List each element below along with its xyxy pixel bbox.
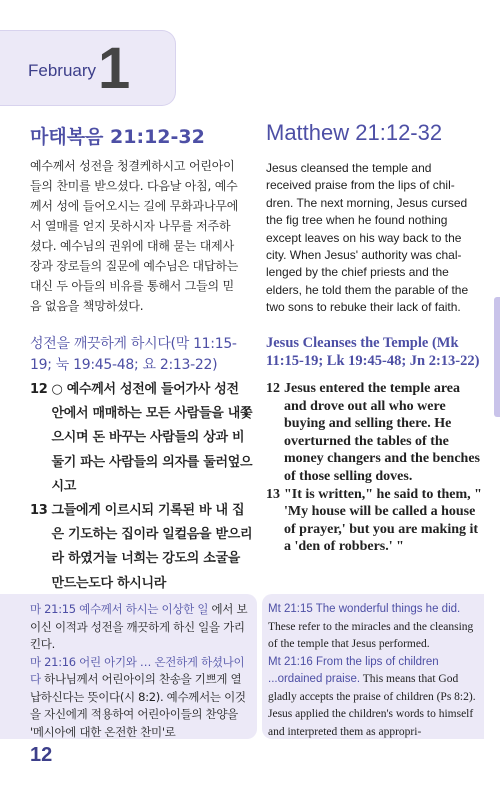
verse-text: 그들에게 이르시되 기록된 바 내 집은 기도하는 집이라 일컬음을 받으리라 하였거늘 너희는 강도의 소굴을 만드는도다 하시니라 [51,503,253,591]
note-text: 에서 보이신 이적과 성전을 깨끗하게 하신 일을 가리킨다. [30,602,248,651]
verse-12 [266,380,482,486]
korean-reference: 마태복음 21:12-32 [30,126,205,148]
verse-text: Jesus entered the temple area and drove out all who were buying and selling there. He overturned the tables of the money changers and the benches of those selling doves. [284,381,481,484]
note-text: 하나님께서 어린아이의 찬송을 기쁘게 열납하신다는 뜻이다(시 8:2). 예수께서는 이것을 자신에게 적용하여 어린아이들의 찬양을 '메시아에 대한 온전한 찬미'로 [30,672,246,739]
korean-verses [30,378,255,596]
english-reference: Matthew 21:12-32 [266,120,443,145]
intro-line: the fig tree when he found nothing [266,213,448,228]
intro-line: except leaves on his way back to the [266,230,462,245]
date-tab [0,30,176,106]
day-number: 1 [98,36,131,101]
intro-line: Jesus cleansed the temple and [266,161,432,175]
page-number: 12 [30,744,53,766]
korean-section-title: 성전을 깨끗하게 하시다(막 11:15-19; 눅 19:45-48; 요 2:13-22) [30,336,237,373]
english-intro [266,160,482,317]
english-section-title: Jesus Cleanses the Temple (Mk 11:15-19; Lk 19:45-48; Jn 2:13-22) [266,335,480,369]
english-verses [266,380,482,556]
verse-number: 13 [30,503,48,519]
english-notes-panel [262,594,484,739]
intro-line: 음 없음을 책망하셨다. [30,299,144,313]
intro-line: dren. The next morning, Jesus cursed [266,195,468,210]
verse-12 [30,378,255,499]
verse-number: 13 [266,486,280,502]
intro-line: received praise from the lips of chil- [266,178,455,193]
intro-line: 대신 두 아들의 비유를 통해서 그들의 믿 [30,279,234,293]
note-reference: Mt 21:15 The wonderful things he did. [268,603,461,615]
note-reference: 마 21:16 어린 아기와 … 온전하게 하셨나이다 [30,654,245,686]
korean-notes-panel [0,594,257,739]
month-label: February [28,61,97,80]
intro-line: 께서 성에 들어오시는 길에 무화과나무에 [30,199,239,213]
note-reference: 마 21:15 예수께서 하시는 이상한 일 [30,602,209,616]
intro-line: 셨다. 예수님의 권위에 대해 묻는 대제사 [30,239,234,253]
verse-text: ○ 예수께서 성전에 들어가사 성전 안에서 매매하는 모든 사람들을 내쫓으시며 돈 바꾸는 사람들의 상과 비둘기 파는 사람들의 의자를 둘러엎으시고 [51,382,253,494]
verse-number: 12 [30,382,48,397]
intro-line: two sons to rebuke their lack of faith. [266,300,461,315]
page-edge-marker [494,297,500,417]
intro-line: elders, he told them the parable of the [266,282,469,297]
note-text: This means that God gladly accepts the praise of children (Ps 8:2). Jesus applied the children's words to himself and interpreted them as appropri- [268,673,476,738]
note-reference: Mt 21:16 From the lips of children ...ordained praise. [268,655,439,685]
intro-line: city. When Jesus' authority was chal- [266,248,462,263]
verse-text: "It is written," he said to them, " 'My house will be called a house of prayer,' but you are making it a 'den of robbers.' " [284,486,482,555]
verse-13 [266,486,482,556]
korean-intro [30,156,255,316]
verse-13 [30,499,255,596]
intro-line: 서 열매를 얻지 못하시자 나무를 저주하 [30,219,231,233]
verse-number: 12 [266,381,280,396]
intro-line: 예수께서 성전을 청결케하시고 어린아이 [30,159,235,173]
intro-line: lenged by the chief priests and the [266,265,449,280]
intro-line: 장과 장로들의 질문에 예수님은 대답하는 [30,259,239,273]
intro-line: 들의 찬미를 받으셨다. 다음날 아침, 예수 [30,179,238,193]
note-text: These refer to the miracles and the cleansing of the temple that Jesus performed. [268,620,474,650]
